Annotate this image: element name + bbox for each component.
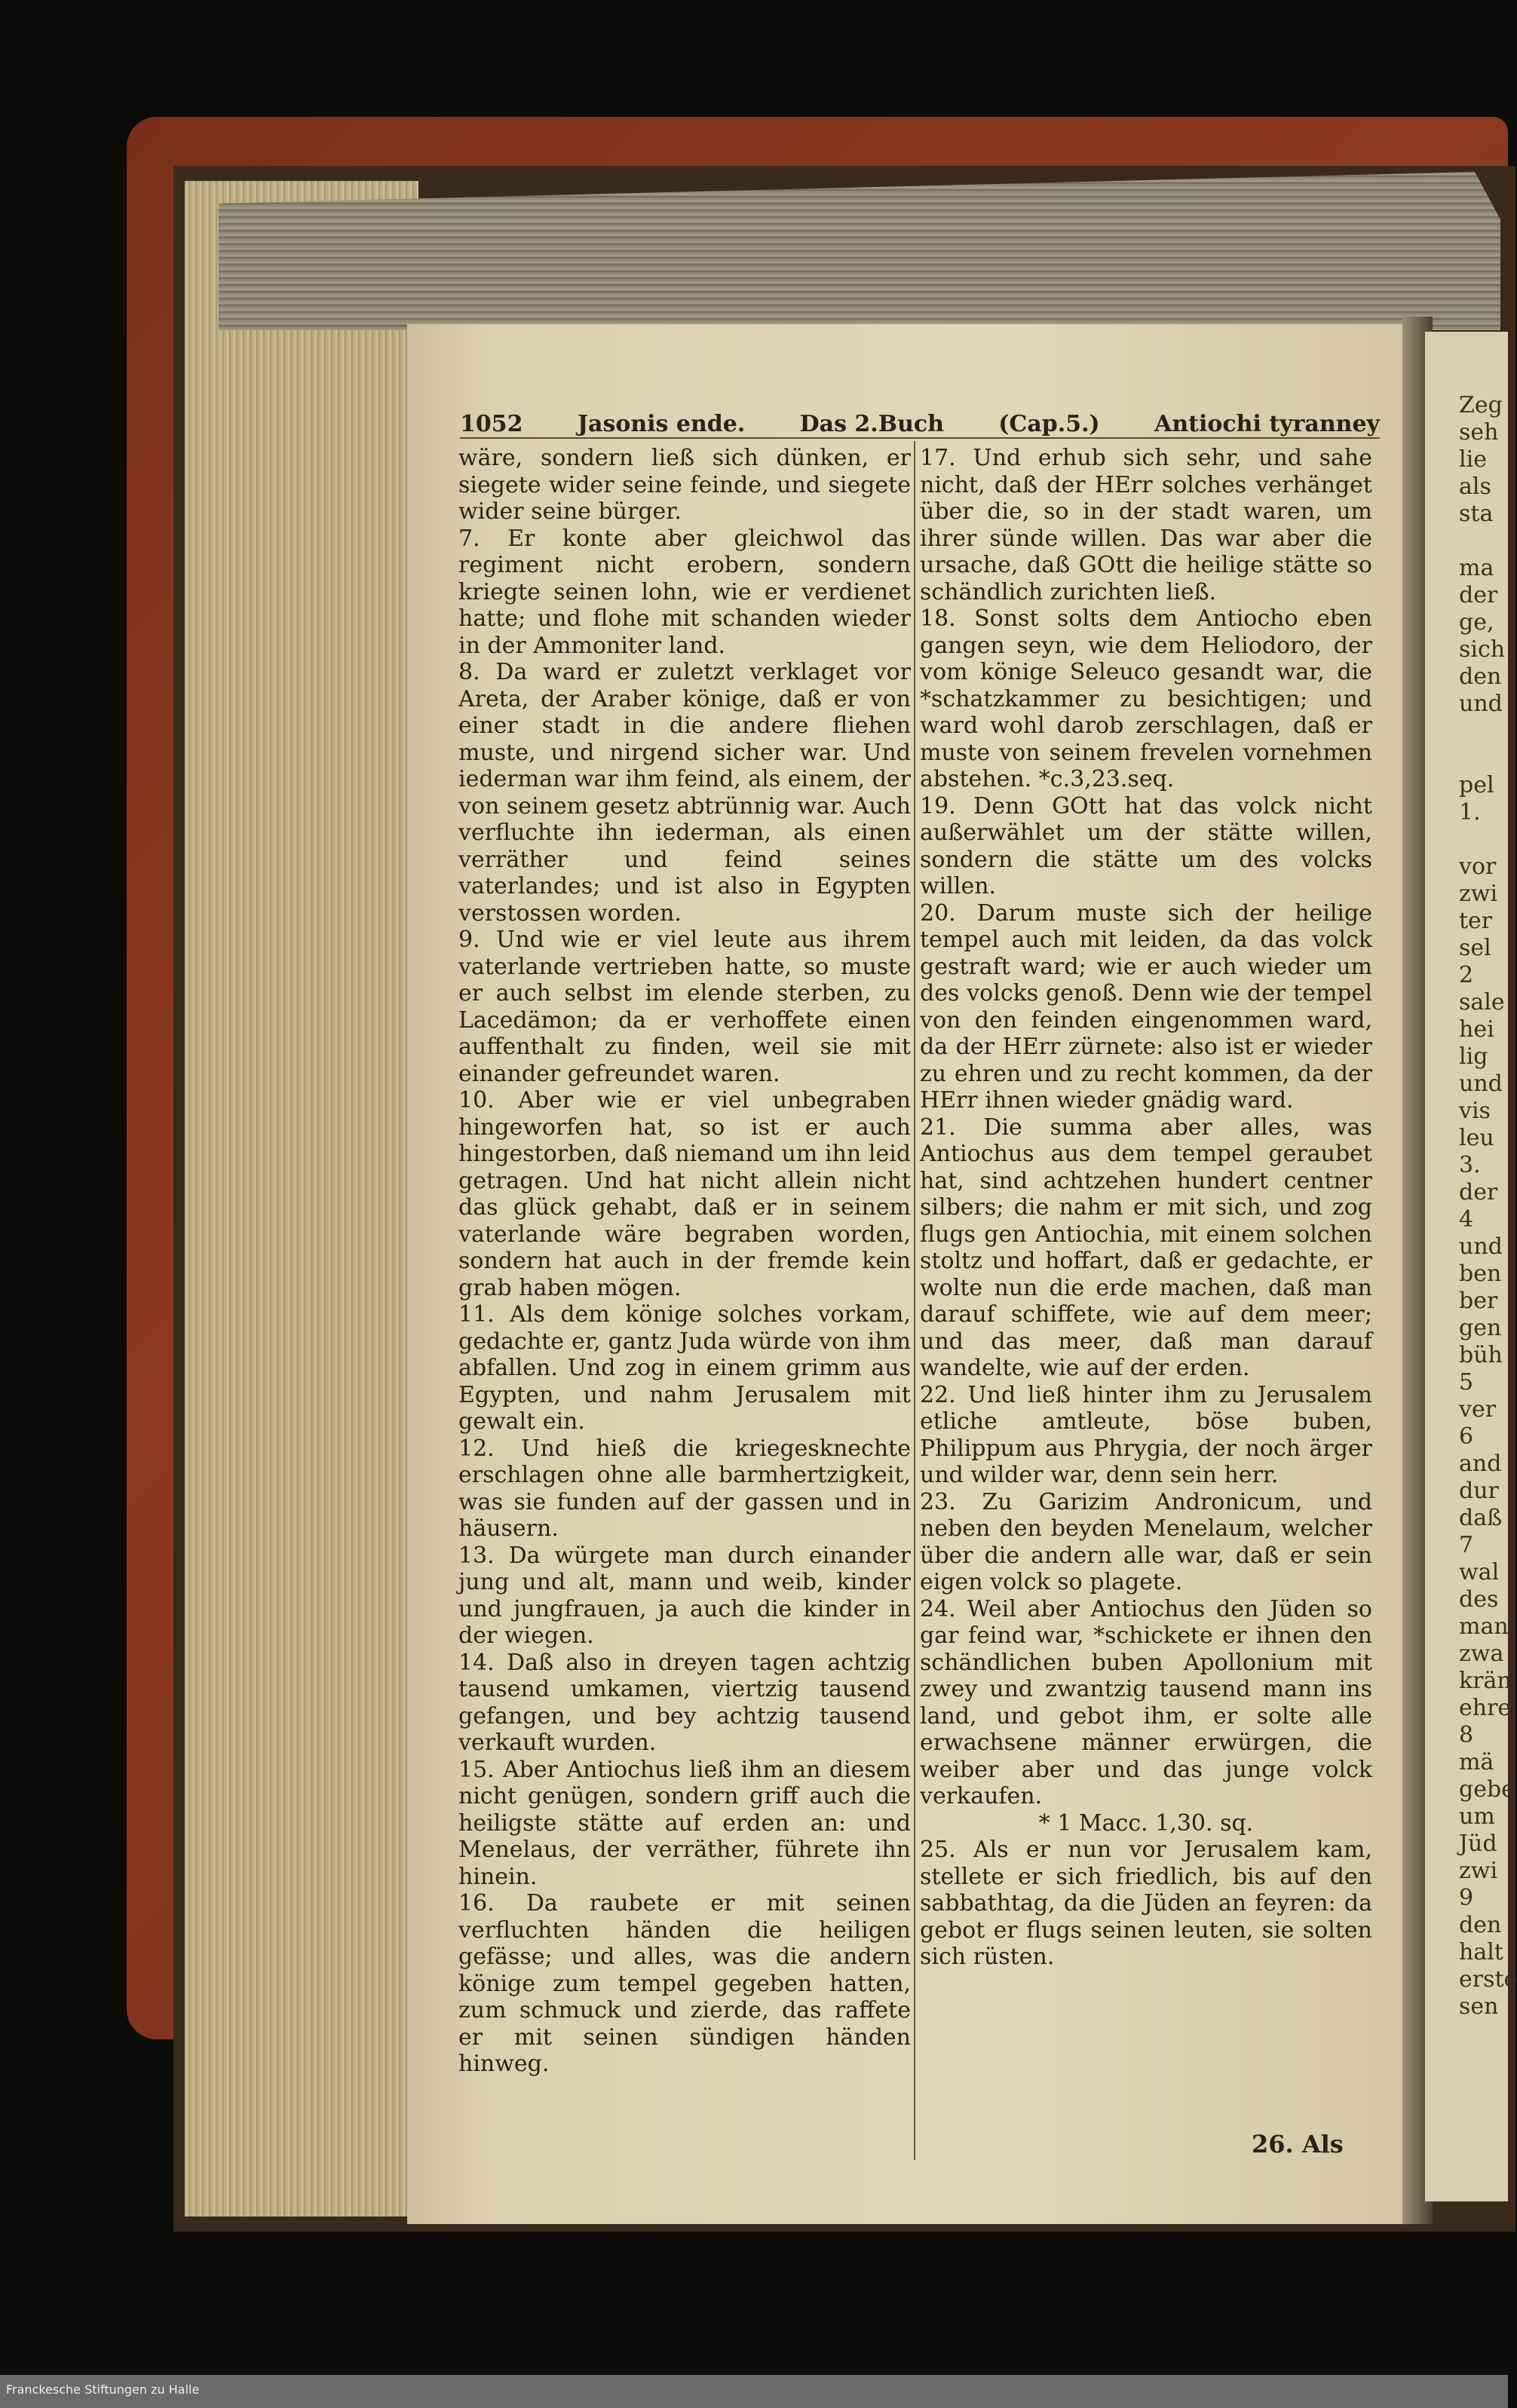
verse-paragraph: 17. Und erhub sich sehr, und sahe nicht, daß der HErr solches verhänget über die, so in der stadt waren, um ihrer sünde willen. Das war aber die ursache, daß GOtt die heilige stätte so schändlich zurichten ließ.	[920, 445, 1372, 605]
catchword: 26. Als	[1252, 2130, 1344, 2158]
verse-paragraph: 9. Und wie er viel leute aus ihrem vaterlande vertrieben hatte, so muste er auch selbst im elende sterben, zu Lacedämon; da er verhoffete einen auffenthalt zu finden, weil sie mit einander gefreundet waren.	[458, 927, 911, 1087]
institution-credit: Franckesche Stiftungen zu Halle	[6, 2382, 200, 2397]
column-divider	[914, 441, 915, 2160]
book-title: Das 2.Buch	[799, 411, 944, 437]
chapter-label: (Cap.5.)	[998, 411, 1100, 437]
recto-text-fragment: Zeg seh lie als sta ma der ge, sich den und pel 1. vor zwi ter sel 2 sale hei lig und vis leu 3. der 4 und ben ber gen büh 5 ver 6 and dur daß 7 wal des man zwa krän ehre 8 mä gebe um Jüd zwi 9 den halt erste sen	[1459, 392, 1517, 2020]
verse-paragraph: 14. Daß also in dreyen tagen achtzig tausend umkamen, viertzig tausend gefangen, und bey achtzig tausend verkauft wurden.	[458, 1649, 911, 1756]
verse-paragraph: 10. Aber wie er viel unbegraben hingeworfen hat, so ist er auch hingestorben, daß niemand um ihn leid getragen. Und hat nicht allein nicht das glück gehabt, daß er in seinem vaterlande wäre begraben worden, sondern hat auch in der fremde kein grab haben mögen.	[458, 1087, 911, 1301]
verse-paragraph: 23. Zu Garizim Andronicum, und neben den beyden Menelaum, welcher über die andern alle war, daß er sein eigen volck so plagete.	[920, 1488, 1372, 1595]
verse-paragraph: 15. Aber Antiochus ließ ihm an diesem nicht genügen, sondern griff auch die heiligste stätte auf erden an: und Menelaus, der verräther, führete ihn hinein.	[458, 1756, 911, 1890]
verse-paragraph: 18. Sonst solts dem Antiocho eben gangen seyn, wie dem Heliodoro, der vom könige Seleuco gesandt war, die *schatzkammer zu besichtigen; und ward wohl darob zerschlagen, daß er muste von seinem frevelen vornehmen abstehen. *c.3,23.seq.	[920, 605, 1372, 792]
verse-paragraph: 13. Da würgete man durch einander jung und alt, mann und weib, kinder und jungfrauen, ja auch die kinder in der wiegen.	[458, 1542, 911, 1649]
verse-paragraph: wäre, sondern ließ sich dünken, er siegete wider seine feinde, und siegete wider seine bürger.	[458, 445, 911, 525]
verse-paragraph: 21. Die summa aber alles, was Antiochus aus dem tempel geraubet hat, sind achtzehen hundert centner silbers; die nahm er mit sich, und zog flugs gen Antiochia, mit einem solchen stoltz und hoffart, daß er gedachte, er wolte nun die erde machen, daß man darauf schiffete, wie auf dem meer; und das meer, daß man darauf wandelte, wie auf der erden.	[920, 1114, 1372, 1381]
verse-paragraph: 11. Als dem könige solches vorkam, gedachte er, gantz Juda würde von ihm abfallen. Und zog in einem grimm aus Egypten, und nahm Jerusalem mit gewalt ein.	[458, 1301, 911, 1435]
page-number: 1052	[460, 411, 523, 437]
verse-paragraph: 7. Er konte aber gleichwol das regiment nicht erobern, sondern kriegte seinen lohn, wie er verdienet hatte; und flohe mit schanden wieder in der Ammoniter land.	[458, 525, 911, 659]
verse-paragraph: 12. Und hieß die kriegesknechte erschlagen ohne alle barmhertzigkeit, was sie funden auf der gassen und in häusern.	[458, 1435, 911, 1542]
page-block-edge	[185, 181, 418, 2217]
running-header	[460, 392, 1380, 439]
right-text-column	[920, 445, 1372, 2179]
cross-reference-note: * 1 Macc. 1,30. sq.	[1038, 1809, 1254, 1837]
verse-paragraph: 8. Da ward er zuletzt verklaget vor Areta, der Araber könige, daß er von einer stadt in die andere fliehen muste, und nirgend sicher war. Und iederman war ihm feind, als einem, der von seinem gesetz abtrünnig war. Auch verfluchte ihn iederman, als einen verräther und feind seines vaterlandes; und ist also in Egypten verstossen worden.	[458, 659, 911, 927]
verse-paragraph: 22. Und ließ hinter ihm zu Jerusalem etliche amtleute, böse buben, Philippum aus Phrygia, der noch ärger und wilder war, denn sein herr.	[920, 1381, 1372, 1488]
running-title-right: Antiochi tyranney	[1154, 411, 1380, 437]
verse-paragraph: 20. Darum muste sich der heilige tempel auch mit leiden, da das volck gestraft ward; wie er auch wieder um des volcks genoß. Denn wie der tempel von den feinden eingenommen ward, da der HErr zürnete: also ist er wieder zu ehren und zu recht kommen, da der HErr ihnen wieder gnädig ward.	[920, 899, 1372, 1114]
verse-paragraph: 19. Denn GOtt hat das volck nicht außerwählet um der stätte willen, sondern die stätte um des volcks willen.	[920, 792, 1372, 899]
left-text-column	[458, 445, 911, 2179]
footer-bar	[0, 2375, 1508, 2408]
running-title-left: Jasonis ende.	[577, 411, 746, 437]
verse-paragraph: 25. Als er nun vor Jerusalem kam, stellete er sich friedlich, bis auf den sabbathtag, da die Jüden an feyren: da gebot er flugs seinen leuten, sie solten sich rüsten.	[920, 1837, 1372, 1970]
verse-paragraph: 24. Weil aber Antiochus den Jüden so gar feind war, *schickete er ihnen den schändlichen buben Apollonium mit zwey und zwantzig tausend mann ins land, und gebot ihm, er solte alle erwachsene männer erwürgen, die weiber aber und das junge volck verkaufen.	[920, 1595, 1372, 1809]
verse-paragraph: 16. Da raubete er mit seinen verfluchten händen die heiligen gefässe; und alles, was die andern könige zum tempel gegeben hatten, zum schmuck und zierde, das raffete er mit seinen sündigen händen hinweg.	[458, 1890, 911, 2077]
